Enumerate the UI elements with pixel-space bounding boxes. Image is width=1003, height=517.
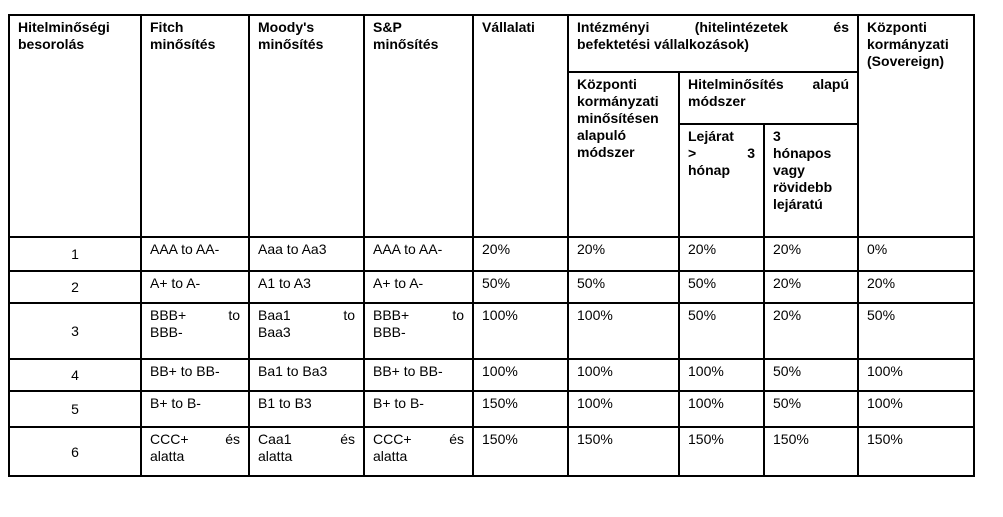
cell-maturity-3m-less-weight: 20%: [764, 303, 858, 359]
header-maturity-3-months-or-less: 3 hónapos vagy rövidebb lejáratú: [764, 124, 858, 237]
cell-maturity-over-3m-weight: 20%: [679, 237, 764, 271]
cell-maturity-over-3m-weight: 100%: [679, 391, 764, 427]
header-central-gov-method: Központi kormányzati minősítésen alapuló módszer: [568, 72, 679, 237]
cell-maturity-3m-less-weight: 50%: [764, 359, 858, 391]
table-row: [9, 303, 974, 359]
cell-corporate-weight: 50%: [473, 271, 568, 303]
header-corporate: Vállalati: [473, 15, 568, 237]
header-institutional: Intézményi (hitelintézetek és befektetési vállalkozások): [568, 15, 858, 72]
table-row: [9, 391, 974, 427]
cell-rating-class: 2: [9, 271, 141, 303]
cell-sp-rating: B+ to B-: [364, 391, 473, 427]
header-fitch-rating: Fitch minősítés: [141, 15, 249, 237]
cell-maturity-3m-less-weight: 20%: [764, 271, 858, 303]
cell-fitch-rating: BBB+ to BBB-: [141, 303, 249, 359]
cell-maturity-over-3m-weight: 50%: [679, 271, 764, 303]
cell-sovereign-weight: 100%: [858, 359, 974, 391]
cell-corporate-weight: 150%: [473, 427, 568, 476]
cell-rating-class: 6: [9, 427, 141, 476]
cell-sp-rating: BB+ to BB-: [364, 359, 473, 391]
cell-maturity-3m-less-weight: 150%: [764, 427, 858, 476]
cell-corporate-weight: 100%: [473, 359, 568, 391]
cell-sovereign-weight: 0%: [858, 237, 974, 271]
cell-sp-rating: AAA to AA-: [364, 237, 473, 271]
cell-moodys-rating: Baa1 to Baa3: [249, 303, 364, 359]
cell-sovereign-weight: 150%: [858, 427, 974, 476]
cell-moodys-rating: Ba1 to Ba3: [249, 359, 364, 391]
cell-rating-class: 4: [9, 359, 141, 391]
header-sp-rating: S&P minősítés: [364, 15, 473, 237]
header-row-top: [9, 15, 974, 72]
header-sovereign: Központi kormányzati (Sovereign): [858, 15, 974, 237]
cell-central-gov-method-weight: 20%: [568, 237, 679, 271]
cell-maturity-over-3m-weight: 150%: [679, 427, 764, 476]
cell-fitch-rating: BB+ to BB-: [141, 359, 249, 391]
table-row: [9, 359, 974, 391]
credit-rating-risk-weight-table: [8, 14, 975, 477]
header-moodys-rating: Moody's minősítés: [249, 15, 364, 237]
cell-fitch-rating: B+ to B-: [141, 391, 249, 427]
cell-rating-class: 3: [9, 303, 141, 359]
cell-rating-class: 5: [9, 391, 141, 427]
cell-sp-rating: CCC+ és alatta: [364, 427, 473, 476]
cell-central-gov-method-weight: 100%: [568, 391, 679, 427]
cell-central-gov-method-weight: 100%: [568, 359, 679, 391]
cell-corporate-weight: 100%: [473, 303, 568, 359]
cell-fitch-rating: CCC+ és alatta: [141, 427, 249, 476]
cell-fitch-rating: AAA to AA-: [141, 237, 249, 271]
header-rating-class: Hitelminőségi besorolás: [9, 15, 141, 237]
cell-maturity-3m-less-weight: 20%: [764, 237, 858, 271]
cell-central-gov-method-weight: 150%: [568, 427, 679, 476]
cell-central-gov-method-weight: 100%: [568, 303, 679, 359]
cell-sovereign-weight: 100%: [858, 391, 974, 427]
table-row: [9, 237, 974, 271]
cell-maturity-over-3m-weight: 50%: [679, 303, 764, 359]
header-rating-based-method: Hitelminősítés alapú módszer: [679, 72, 858, 124]
table-row: [9, 271, 974, 303]
cell-rating-class: 1: [9, 237, 141, 271]
cell-sovereign-weight: 50%: [858, 303, 974, 359]
cell-moodys-rating: Aaa to Aa3: [249, 237, 364, 271]
cell-sovereign-weight: 20%: [858, 271, 974, 303]
header-maturity-over-3-months: Lejárat > 3 hónap: [679, 124, 764, 237]
cell-maturity-3m-less-weight: 50%: [764, 391, 858, 427]
cell-moodys-rating: B1 to B3: [249, 391, 364, 427]
cell-corporate-weight: 150%: [473, 391, 568, 427]
cell-sp-rating: BBB+ to BBB-: [364, 303, 473, 359]
cell-corporate-weight: 20%: [473, 237, 568, 271]
table-row: [9, 427, 974, 476]
cell-moodys-rating: A1 to A3: [249, 271, 364, 303]
cell-central-gov-method-weight: 50%: [568, 271, 679, 303]
cell-sp-rating: A+ to A-: [364, 271, 473, 303]
cell-maturity-over-3m-weight: 100%: [679, 359, 764, 391]
cell-moodys-rating: Caa1 és alatta: [249, 427, 364, 476]
cell-fitch-rating: A+ to A-: [141, 271, 249, 303]
